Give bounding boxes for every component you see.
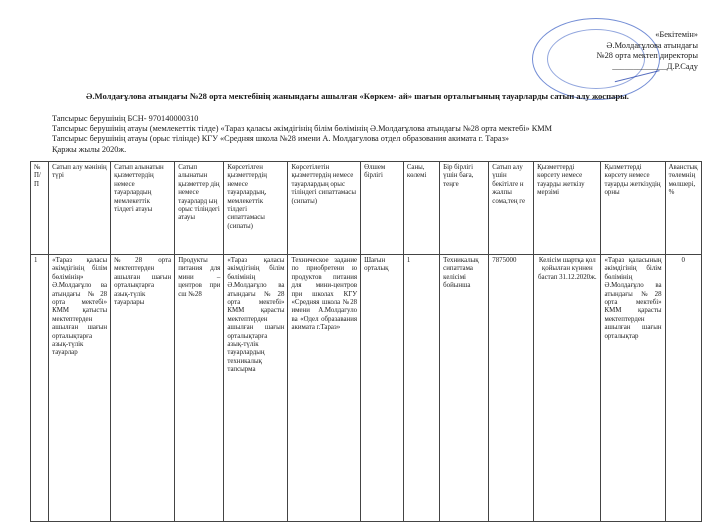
- customer-name-ru: Тапсырыс берушінің атауы (орыс тілінде) КГУ «Средняя школа №28 имени А. Молдагулова отдел образования акимата г. Тараз»: [52, 134, 510, 144]
- header-cell: Көрсетілген қызметтердің немесе тауарлардың, мемлекеттік тілдегі сипаттамасы (сипаты): [224, 162, 288, 255]
- delivery-place: «Тараз қаласының әкімдігінің білім бөлімінің Ә.Молдағұло ва атындағы №28 орта мектебі» КММ қарасты мектептерден ашылған шағын орталықтар: [601, 255, 665, 522]
- document-title: Ә.Молдағұлова атындағы №28 орта мектебінің жанындағы ашылған «Көркем- ай» шағын орталығының тауарларды сатып алу жоспары.: [86, 91, 629, 101]
- delivery-term: Келісім шартқа қол қойылған күннен бастап 31.12.2020ж.: [534, 255, 601, 522]
- approval-line-2: Ә.Молдағұлова атындағы: [606, 40, 698, 50]
- header-cell: Сатып алу мәнінің түрі: [49, 162, 111, 255]
- total-amount: 7875000: [489, 255, 534, 522]
- purchase-type: «Тараз қаласы әкімдігінің білім бөлімінің» Ә.Молдағұло ва атындағы №28 орта мектебі» КММ қатысты мектептерден ашылған шағын орталықтарға азық-түлік тауарлар: [49, 255, 111, 522]
- header-cell: Аванстық төлемнің мөлшері,%: [665, 162, 701, 255]
- row-number: 1: [31, 255, 49, 522]
- unit-price: Техникалық сипаттама келісімі бойынша: [440, 255, 489, 522]
- advance-percent: 0: [665, 255, 701, 522]
- header-cell: Қызметтерді көрсету немесе тауарды жеткізудің орны: [601, 162, 665, 255]
- fiscal-year: Қаржы жылы 2020ж.: [52, 144, 127, 154]
- unit-of-measure: Шағын орталық: [361, 255, 404, 522]
- approval-line-3: №28 орта мектеп директоры: [596, 51, 698, 61]
- approval-block: [498, 30, 698, 72]
- table-row: [31, 255, 702, 522]
- header-cell: Бір бірлігі үшін баға, теңге: [440, 162, 489, 255]
- header-cell: Сатып алынатын қызметтердің немесе тауарлардың мемлекеттік тілдегі атауы: [111, 162, 175, 255]
- item-description-ru: Техническое задание по приобретени ю продуктов питания для мини-центров при школах КГУ «Средняя школа №28 имени А.Молдагуло ва «Одел образавания акимата г.Тараз»: [288, 255, 361, 522]
- item-name-kz: №28 орта мектептерден ашылған шағын орталықтарға азық-түлік тауарлары: [111, 255, 175, 522]
- approval-line-1: «Бекітемін»: [655, 30, 698, 39]
- header-cell: Сатып алынатын қызметтер дің немесе тауарлард ың орыс тіліндегі атауы: [175, 162, 224, 255]
- header-cell: Өлшем бірлігі: [361, 162, 404, 255]
- customer-info: [52, 114, 552, 155]
- item-name-ru: Продукты питания для мини –центров при сш №28: [175, 255, 224, 522]
- approval-line-4: _____________Д.Р.Саду: [612, 61, 698, 71]
- header-cell: Саны, көлемі: [403, 162, 439, 255]
- customer-name-kz: Тапсырыс берушінің атауы (мемлекеттік тілде) «Тараз қаласы әкімдігінің білім бөлімінің Ә.Молдағұлова атындағы №28 орта мектебі» КММ: [52, 124, 553, 134]
- table-header-row: [31, 162, 702, 255]
- customer-bin: Тапсырыс берушінің БСН- 970140000310: [52, 114, 199, 123]
- header-cell: Қызметтерді көрсету немесе тауарды жеткізу мерзімі: [534, 162, 601, 255]
- header-cell: № П/П: [31, 162, 49, 255]
- header-cell: Көрсетілетін қызметтердің немесе тауарлардың орыс тіліндегі сипаттамасы (сипаты): [288, 162, 361, 255]
- procurement-table: [30, 161, 702, 522]
- header-cell: Сатып алу үшін бекітілге н жалпы сома,тең ге: [489, 162, 534, 255]
- quantity: 1: [403, 255, 439, 522]
- item-description-kz: «Тараз қаласы әкімдігінің білім бөлімінің Ә.Молдағұло ва атындағы №28 орта мектебі» КММ қарасты мектептерден ашылған шағын орталықтарға азық-түлік тауарлардың техникалық тапсырма: [224, 255, 288, 522]
